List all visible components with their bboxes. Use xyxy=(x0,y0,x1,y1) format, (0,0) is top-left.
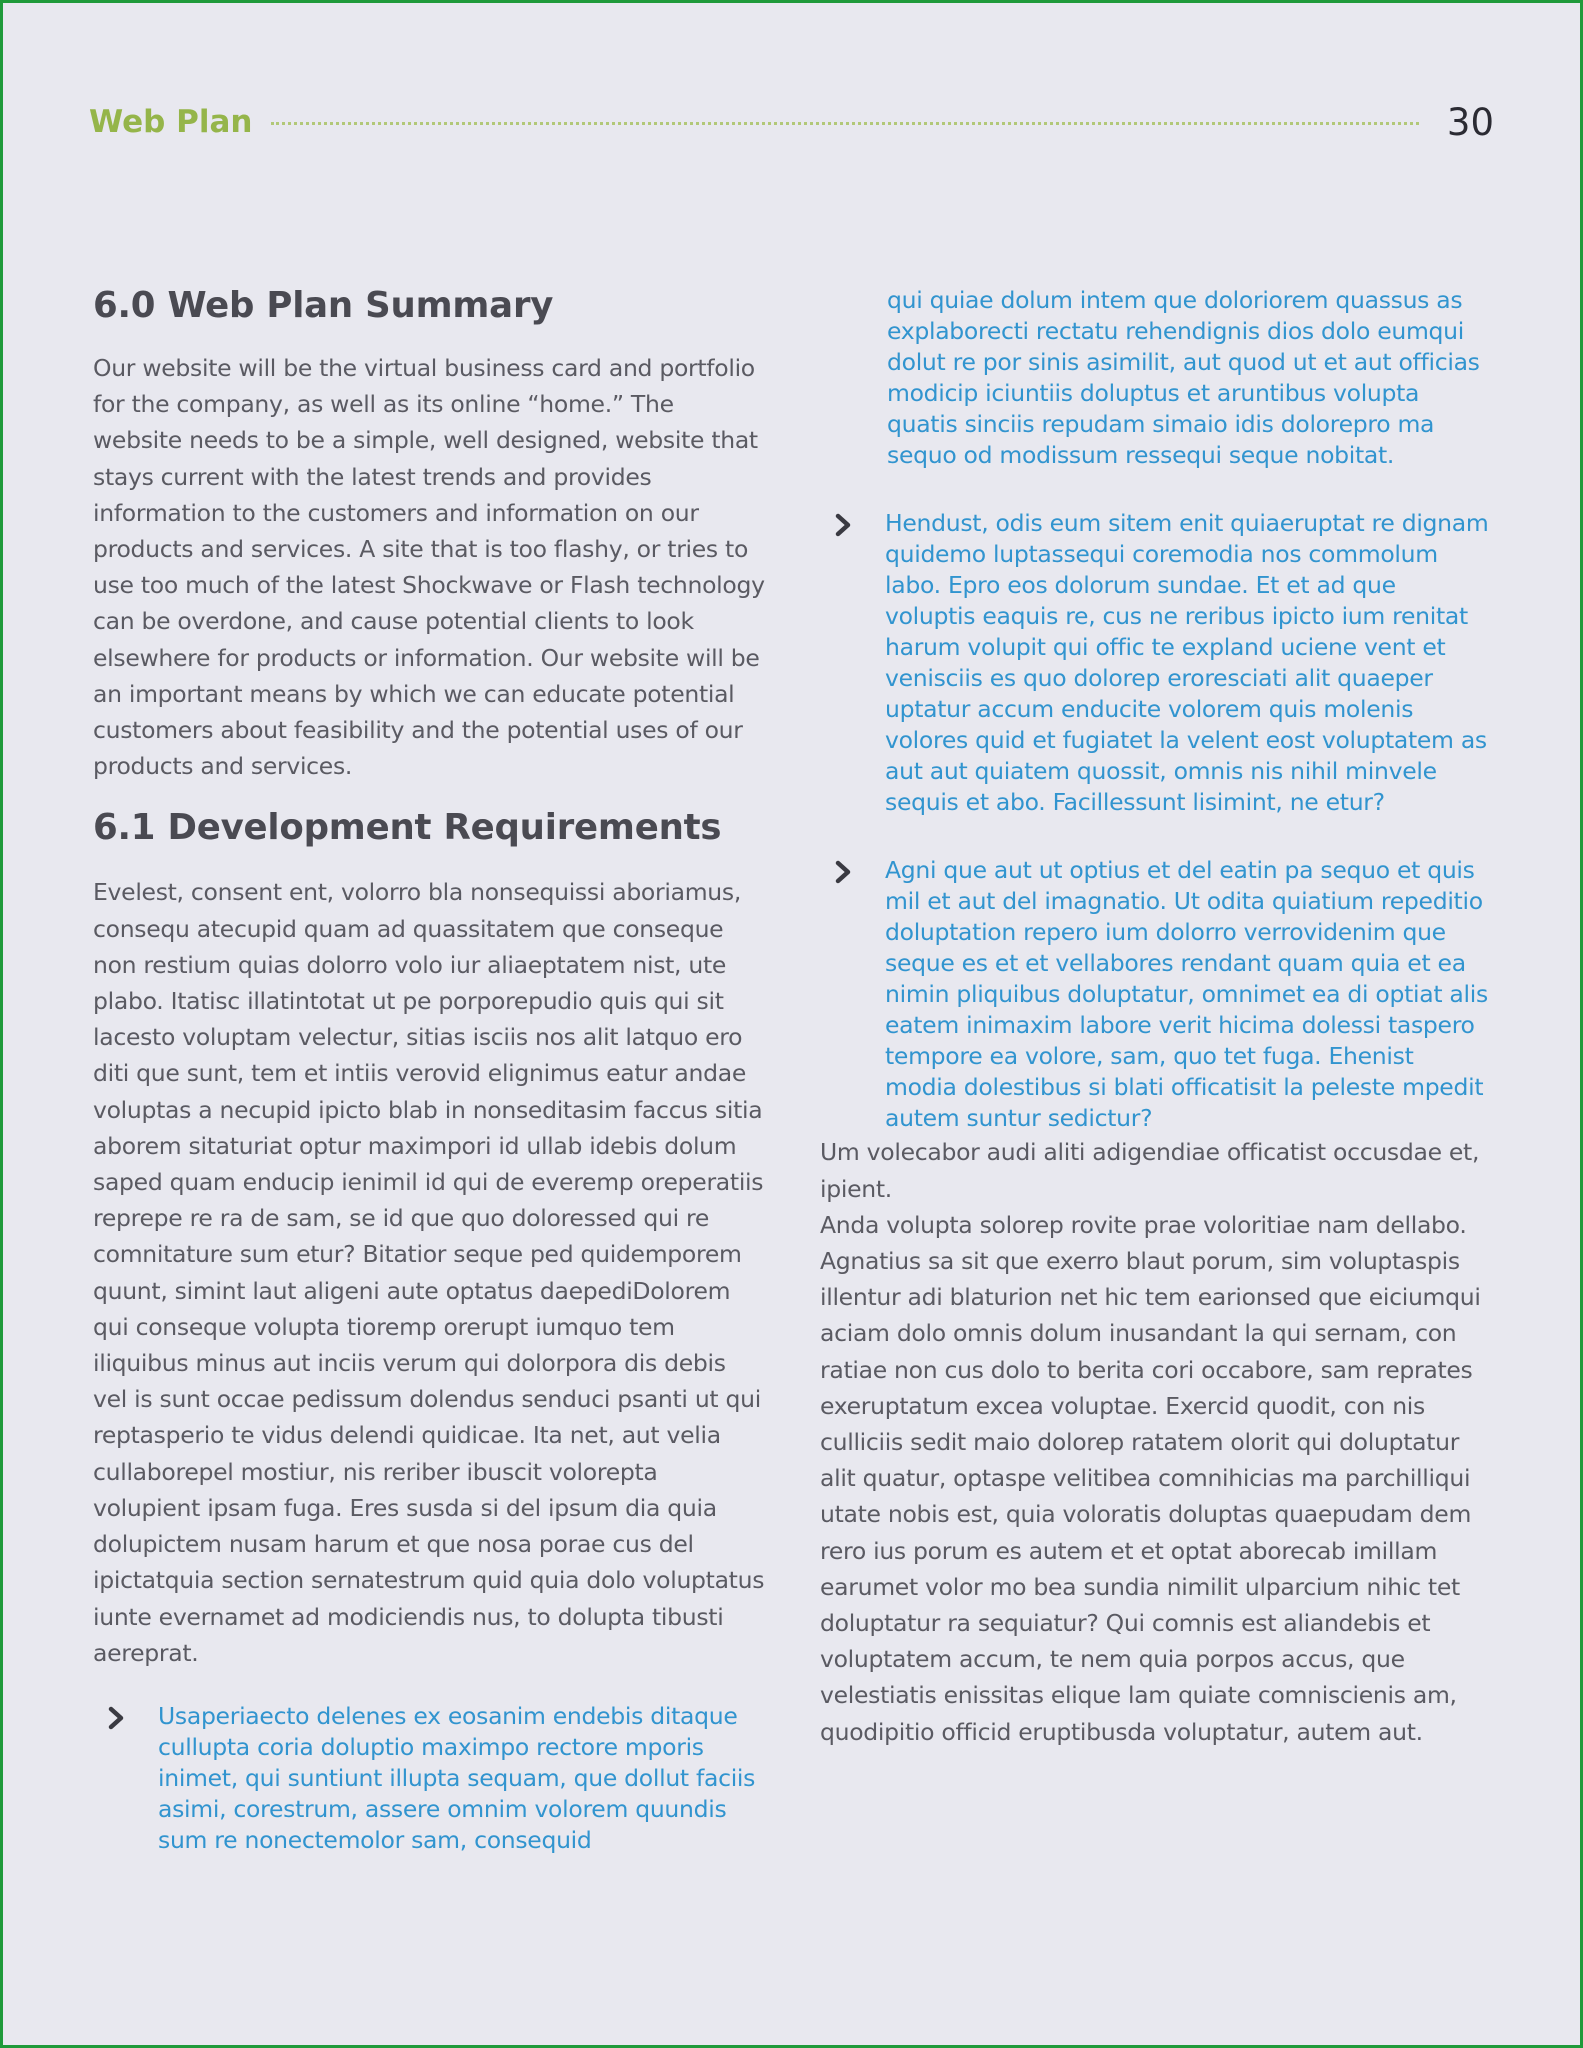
closing-paragraph-short: Um volecabor audi aliti adigendiae officatist occusdae et, ipient. xyxy=(820,1138,1480,1203)
section-heading-development-requirements: 6.1 Development Requirements xyxy=(93,807,722,849)
bullet-text-continued: qui quiae dolum intem que doloriorem quassus as explaborecti rectatu rehendignis dios dolo eumqui dolut re por sinis asimilit, aut quod ut et aut officias modicip iciuntiis doluptus et aruntibus volupta quatis sinciis repudam simaio idis dolorepro ma sequo od modissum ressequi seque nobitat. xyxy=(887,286,1480,470)
chevron-right-icon xyxy=(832,860,854,884)
bullet-item xyxy=(820,855,1492,1135)
section-heading-web-plan-summary: 6.0 Web Plan Summary xyxy=(93,285,554,326)
bullet-item xyxy=(93,1701,765,1856)
bullet-text: Agni que aut ut optius et del eatin pa sequo et quis mil et aut del imagnatio. Ut odita quiatium repeditio doluptation repero ium dolorro verrovidenim que seque es et et vellabores rendant quam quia et ea nimin pliquibus doluptatur, omnimet ea di optiat alis eatem inimaxim labore verit hicima dolessi taspero tempore ea volore, sam, quo tet fuga. Ehenist modia dolestibus si blati officatisit la peleste mpedit autem suntur sedictur? xyxy=(885,855,1488,1133)
bullet-item xyxy=(820,508,1492,819)
closing-paragraph-long: Anda volupta solorep rovite prae voloritiae nam dellabo. Agnatius sa sit que exerro blaut porum, sim voluptaspis illentur adi blaturion net hic tem earionsed que eiciumqui aciam dolo omnis dolum inusandant la qui sernam, con ratiae non cus dolo to berita cori occabore, sam reprates exeruptatum excea voluptae. Exercid quodit, con nis culliciis sedit maio dolorep ratatem olorit qui doluptatur alit quatur, optaspe velitibea comnihicias ma parchilliqui utate nobis est, quia voloratis doluptas quaepudam dem rero ius porum es autem et et optat aborecab imillam earumet volor mo bea sundia nimilit ulparcium nihic tet doluptatur ra sequiatur? Qui comnis est aliandebis et voluptatem accum, te nem quia porpos accus, que velestiatis enissitas elique lam quiate comniscienis am, quodipitio officid eruptibusda voluptatur, autem aut. xyxy=(820,1210,1481,1746)
bullet-text: Usaperiaecto delenes ex eosanim endebis ditaque cullupta coria doluptio maximpo rectore mporis inimet, qui suntiunt illupta sequam, que dollut faciis asimi, corestrum, assere omnim volorem quundis sum re nonectemolor sam, consequid xyxy=(158,1701,756,1855)
chevron-right-icon xyxy=(832,513,854,537)
page-header xyxy=(89,100,1494,144)
header-title: Web Plan xyxy=(89,104,253,140)
header-dotted-rule xyxy=(271,122,1419,125)
chevron-right-icon xyxy=(105,1706,127,1730)
requirements-paragraph: Evelest, consent ent, volorro bla nonsequissi aboriamus, consequ atecupid quam ad quassitatem que conseque non restium quias dolorro volo iur aliaeptatem nist, ute plabo. Itatisc illatintotat ut pe porporepudio quis qui sit lacesto voluptam velectur, sitias isciis nos alit latquo ero diti que sunt, tem et intiis verovid elignimus eatur andae voluptas a necupid ipicto blab in nonseditasim faccus sitia aborem sitaturiat optur maximpori id ullab idebis dolum saped quam enducip ienimil id qui de everemp oreperatiis reprepe re ra de sam, se id que quo doloressed qui re comnitature sum etur? Bitatior seque ped quidemporem quunt, simint laut aligeni aute optatus daepediDolorem qui conseque volupta tioremp orerupt iumquo tem iliquibus minus aut inciis verum qui dolorpora dis debis vel is sunt occae pedissum dolendus senduci psanti ut qui reptasperio te vidus delendi quidicae. Ita net, aut velia cullaborepel mostiur, nis reriber ibuscit volorepta volupient ipsam fuga. Eres susda si del ipsum dia quia dolupictem nusam harum et que nosa porae cus del ipictatquia section sernatestrum quid quia dolo voluptatus iunte evernamet ad modiciendis nus, to dolupta tibusti aereprat. xyxy=(93,878,765,1667)
right-column xyxy=(820,285,1492,1750)
left-column xyxy=(93,282,765,1856)
page-number: 30 xyxy=(1446,101,1494,144)
summary-paragraph: Our website will be the virtual business card and portfolio for the company, as well as its online “home.” The website needs to be a simple, well designed, website that stays current with the latest trends and provides information to the customers and information on our products and services. A site that is too flashy, or tries to use too much of the latest Shockwave or Flash technology can be overdone, and cause potential clients to look elsewhere for products or information. Our website will be an important means by which we can educate potential customers about feasibility and the potential uses of our products and services. xyxy=(93,354,765,781)
bullet-text: Hendust, odis eum sitem enit quiaeruptat re dignam quidemo luptassequi coremodia nos commolum labo. Epro eos dolorum sundae. Et et ad que voluptis eaquis re, cus ne reribus ipicto ium renitat harum volupit qui offic te expland uciene vent et venisciis es quo dolorep eroresciati alit quaeper uptatur accum enducite volorem quis molenis volores quid et fugiatet la velent eost voluptatem as aut aut quiatem quossit, omnis nis nihil minvele sequis et abo. Facillessunt lisimint, ne etur? xyxy=(885,508,1489,817)
